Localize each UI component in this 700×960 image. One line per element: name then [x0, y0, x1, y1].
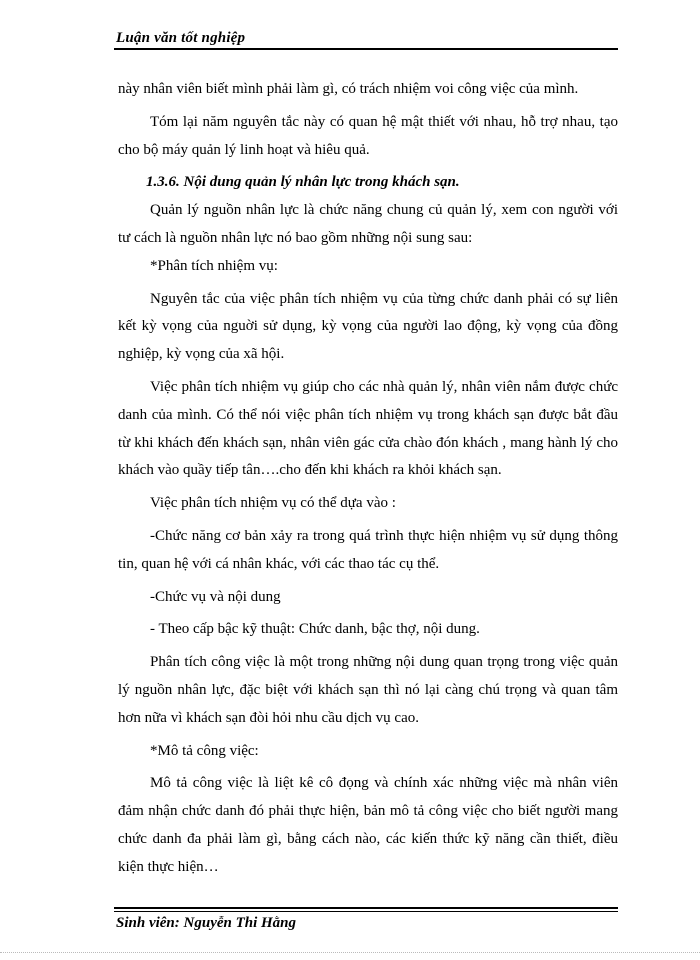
paragraph-basis: Việc phân tích nhiệm vụ có thể dựa vào :: [150, 495, 396, 512]
footer-divider-thin: [114, 911, 618, 912]
paragraph-task-analysis-benefit: Việc phân tích nhiệm vụ giúp cho các nhà quản lý, nhân viên nắm được chức danh của mình. Có thể nói việc phân tích nhiệm vụ trong khách sạn được bắt đầu từ khi khách đến khách sạn, nhân viên gác cửa chào đón khách , mang hành lý cho khách vào quầy tiếp tân….cho đến khi khách ra khỏi khách sạn.: [118, 378, 618, 479]
subheading-job-description: *Mô tả công việc:: [150, 742, 259, 759]
paragraph-summary: Tóm lại năm nguyên tắc này có quan hệ mật thiết với nhau, hỗ trợ nhau, tạo cho bộ máy quản lý linh hoạt và hiêu quả.: [118, 113, 618, 158]
paragraph-intro: Quản lý nguồn nhân lực là chức năng chung củ quản lý, xem con người với tư cách là nguồn nhân lực nó bao gồm những nội sung sau:: [118, 202, 618, 246]
footer-divider-thick: [114, 907, 618, 909]
section-heading: 1.3.6. Nội dung quản lý nhân lực trong khách sạn.: [146, 174, 460, 191]
paragraph-job-analysis: Phân tích công việc là một trong những nội dung quan trọng trong việc quản lý nguồn nhân lực, đặc biệt với khách sạn thì nó lại càng chú trọng và quan tâm hơn nữa vì khách sạn đòi hỏi nhu cầu dịch vụ cao.: [118, 654, 618, 726]
footer-author: Sinh viên: Nguyễn Thi Hằng: [116, 915, 297, 931]
document-body: [118, 76, 618, 882]
header-divider: [114, 48, 618, 50]
paragraph-continuation: này nhân viên biết mình phải làm gì, có trách nhiệm voi công việc của mình.: [118, 81, 579, 97]
list-item-technical-level: - Theo cấp bậc kỹ thuật: Chức danh, bậc thợ, nội dung.: [150, 621, 480, 638]
paragraph-job-description: Mô tả công việc là liệt kê cô đọng và chính xác những việc mà nhân viên đảm nhận chức danh đó phải thực hiện, bản mô tả công việc cho biết người mang chức danh đa phải làm gì, bằng cách nào, các kiến thức kỹ năng cần thiết, điều kiện thực hiện…: [118, 775, 618, 875]
list-item-function: -Chức năng cơ bản xảy ra trong quá trình thực hiện nhiệm vụ sử dụng thông tin, quan hệ với cá nhân khác, với các thao tác cụ thể.: [118, 527, 618, 572]
page-header-title: Luận văn tốt nghiệp: [116, 30, 246, 46]
list-item-position: -Chức vụ và nội dung: [150, 588, 281, 605]
subheading-task-analysis: *Phân tích nhiệm vụ:: [150, 257, 278, 274]
paragraph-principle: Nguyên tắc của việc phân tích nhiệm vụ của từng chức danh phải có sự liên kết kỳ vọng của nguời sử dụng, kỳ vọng của người lao động, kỳ vọng của đồng nghiệp, kỳ vọng của xã hội.: [118, 290, 618, 363]
page-bottom-border: [0, 952, 700, 953]
